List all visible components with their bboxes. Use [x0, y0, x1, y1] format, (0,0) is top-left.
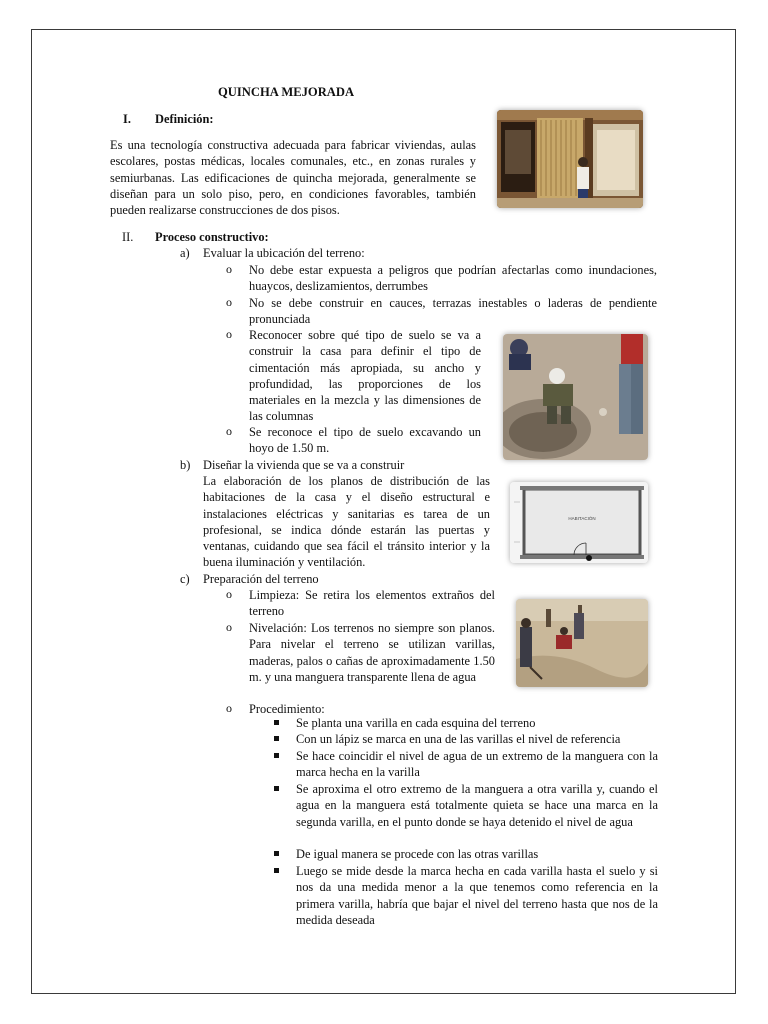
step-3: Se hace coincidir el nivel de agua de un extremo de la manguera con la marca hecha en la varilla: [296, 749, 658, 780]
bullet-square: [274, 720, 279, 725]
step-6: Luego se mide desde la marca hecha en cada varilla hasta el suelo y si nos da una medida menor a la que tenemos como referencia en la primera varilla, habría que bajar el nivel del terreno hasta que nos de la medida deseada: [296, 864, 658, 927]
item-c-label: Preparación del terreno: [203, 572, 319, 586]
bullet-square: [274, 736, 279, 741]
section-2-heading: Proceso constructivo:: [155, 230, 269, 244]
definition-paragraph: Es una tecnología constructiva adecuada para fabricar viviendas, aulas escolares, postas médicas, locales comunales, etc., en zonas rurales y semiurbanas. Las edificaciones de quincha mejorada, generalmente se diseñan para un solo piso, pero, en condiciones favorables, también pueden realizarse construcciones de dos pisos.: [110, 138, 476, 218]
step-2: Con un lápiz se marca en una de las varillas el nivel de referencia: [296, 732, 621, 746]
bullet-circle: o: [226, 327, 232, 341]
soil-excavation-photo: [503, 334, 648, 460]
step-1: Se planta una varilla en cada esquina del terreno: [296, 716, 536, 730]
document-title: QUINCHA MEJORADA: [218, 85, 355, 99]
item-c-3: Procedimiento:: [249, 702, 325, 716]
item-c-2: Nivelación: Los terrenos no siempre son planos. Para nivelar el terreno se utilizan varillas, maderas, palos o cañas de aproximadamente 1.50 m. y una manguera transparente llena de agua: [249, 621, 495, 684]
leveling-field-photo: [516, 599, 648, 687]
room-label: HABITACIÓN: [568, 516, 596, 521]
bullet-circle: o: [226, 424, 232, 438]
item-b-label: Diseñar la vivienda que se va a construir: [203, 458, 405, 472]
section-1-number: I.: [123, 112, 131, 126]
bullet-circle: o: [226, 620, 232, 634]
bullet-square: [274, 851, 279, 856]
bullet-circle: o: [226, 262, 232, 276]
section-1-heading: Definición:: [155, 112, 214, 126]
bullet-square: [274, 753, 279, 758]
bullet-square: [274, 868, 279, 873]
item-b-marker: b): [180, 458, 191, 472]
bullet-square: [274, 786, 279, 791]
bullet-circle: o: [226, 701, 232, 715]
item-a-label: Evaluar la ubicación del terreno:: [203, 246, 365, 260]
floor-plan-image: [510, 482, 648, 563]
item-a-1: No debe estar expuesta a peligros que podrían afectarlas como inundaciones, huaycos, deslizamientos, derrumbes: [249, 263, 657, 294]
item-a-4: Se reconoce el tipo de suelo excavando un hoyo de 1.50 m.: [249, 425, 481, 456]
step-5: De igual manera se procede con las otras varillas: [296, 847, 539, 861]
item-a-marker: a): [180, 246, 190, 260]
item-b-paragraph: La elaboración de los planos de distribución de las habitaciones de la casa y el diseño estructural e instalaciones eléctricas y sanitarias es tarea de un profesional, se indica dónde estarán las puertas y ventanas, cuidando que sea fácil el tránsito interior y la buena iluminación y ventilación.: [203, 474, 490, 570]
item-a-2: No se debe construir en cauces, terrazas inestables o laderas de pendiente pronunciada: [249, 296, 657, 327]
item-a-3: Reconocer sobre qué tipo de suelo se va a construir la casa para definir el tipo de cimentación más apropiada, su ancho y profundidad, las proporciones de los materiales en la mezcla y las dimensiones de las columnas: [249, 328, 481, 424]
item-c-1: Limpieza: Se retira los elementos extraños del terreno: [249, 588, 495, 619]
step-4: Se aproxima el otro extremo de la manguera a otra varilla y, cuando el agua en la manguera está totalmente quieta se hace una marca en la segunda varilla, en el punto donde se haya detenido el nivel de agua: [296, 782, 658, 829]
quincha-house-photo: [497, 110, 643, 208]
bullet-circle: o: [226, 295, 232, 309]
item-c-marker: c): [180, 572, 190, 586]
bullet-circle: o: [226, 587, 232, 601]
section-2-number: II.: [122, 230, 134, 244]
